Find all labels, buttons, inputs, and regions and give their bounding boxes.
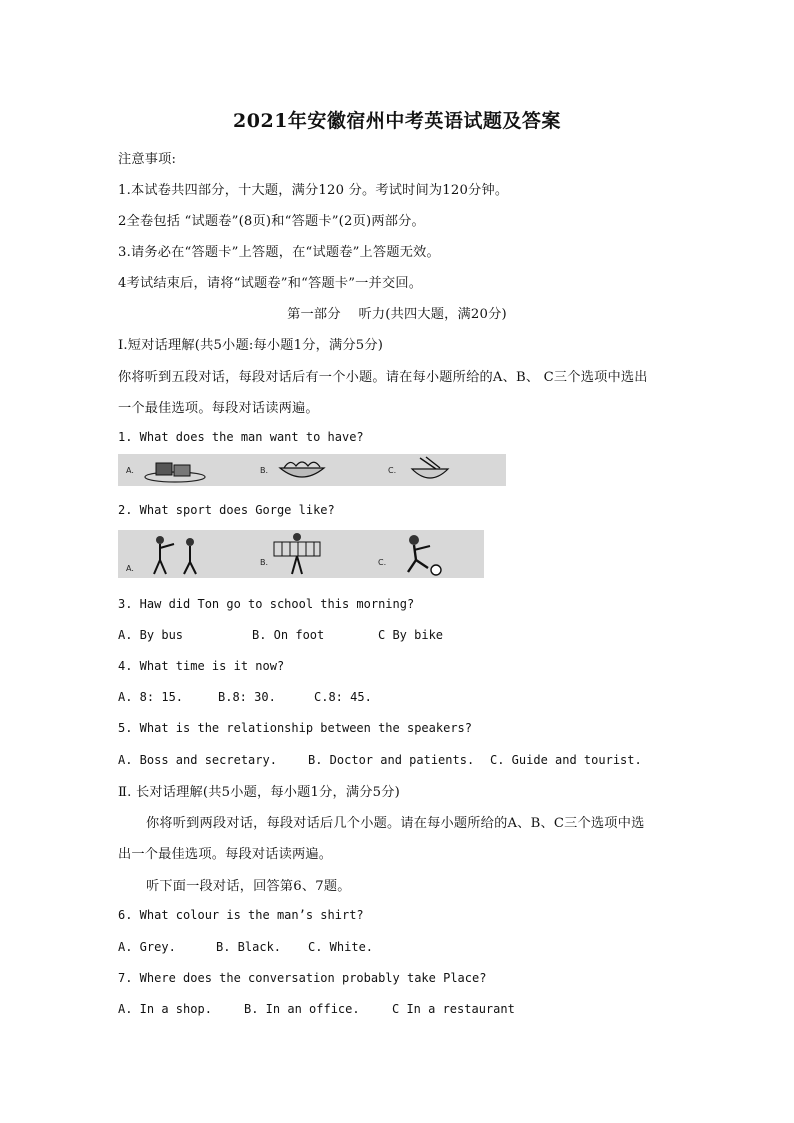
part1-heading: 第一部分 听力(共四大题，满20分) — [287, 307, 507, 322]
page-title: 2021年安徽宿州中考英语试题及答案 — [233, 110, 561, 132]
q4-option-c: C.8: 45. — [314, 690, 372, 704]
q2-option-a-label: A. — [126, 564, 134, 573]
football-icon — [394, 532, 450, 576]
question-3: 3. Haw did Ton go to school this morning? — [118, 597, 415, 611]
q2-options-image — [118, 530, 484, 578]
q6-option-b: B. Black. — [216, 940, 282, 954]
q3-options — [118, 628, 678, 644]
q5-option-a: A. Boss and secretary. — [118, 753, 277, 767]
question-6: 6. What colour is the man’s shirt? — [118, 908, 364, 922]
section2-heading: Ⅱ. 长对话理解(共5小题，每小题1分，满分5分) — [118, 785, 400, 800]
noodles-icon — [276, 456, 328, 484]
q3-option-a: A. By bus — [118, 628, 184, 642]
section2-instruction-line1: 你将听到两段对话，每段对话后几个小题。请在每小题所给的A、B、C三个选项中选 — [146, 816, 645, 831]
question-4: 4. What time is it now? — [118, 659, 285, 673]
q4-options — [118, 690, 678, 706]
q7-option-b: B. In an office. — [244, 1002, 360, 1016]
q5-option-c: C. Guide and tourist. — [490, 753, 642, 767]
q6-option-c: C. White. — [308, 940, 374, 954]
q7-option-c: C In a restaurant — [392, 1002, 515, 1016]
section1-instruction-line2: 一个最佳选项。每段对话读两遍。 — [118, 401, 319, 416]
volleyball-net-icon — [270, 532, 324, 576]
q1-option-a-label: A. — [126, 466, 134, 475]
boxing-icon — [146, 532, 206, 576]
q5-options — [118, 753, 678, 769]
q5-option-b: B. Doctor and patients. — [308, 753, 475, 767]
q7-option-a: A. In a shop. — [118, 1002, 212, 1016]
notes-heading: 注意事项: — [118, 152, 177, 167]
section1-instruction-line1: 你将听到五段对话，每段对话后有一个小题。请在每小题所给的A、B、 C三个选项中选出 — [118, 370, 648, 385]
section2-instruction-line2: 出一个最佳选项。每段对话读两遍。 — [118, 847, 333, 862]
q3-option-b: B. On foot — [252, 628, 325, 642]
q1-options-image — [118, 454, 506, 486]
bread-icon — [140, 457, 210, 483]
question-5: 5. What is the relationship between the speakers? — [118, 721, 473, 735]
q2-option-c-label: C. — [378, 558, 387, 567]
q7-options — [118, 1002, 678, 1018]
q4-option-a: A. 8: 15. — [118, 690, 184, 704]
q2-option-b-label: B. — [260, 558, 269, 567]
section2-sub-instruction: 听下面一段对话，回答第6、7题。 — [146, 879, 351, 894]
note-item-4: 4考试结束后，请将“试题卷”和“答题卡”一并交回。 — [118, 276, 423, 291]
note-item-3: 3.请务必在“答题卡”上答题，在“试题卷”上答题无效。 — [118, 245, 440, 260]
q4-option-b: B.8: 30. — [218, 690, 276, 704]
note-item-2: 2全卷包括 “试题卷”(8页)和“答题卡”(2页)两部分。 — [118, 214, 425, 229]
section1-heading: Ⅰ.短对话理解(共5小题:每小题1分，满分5分) — [118, 338, 384, 353]
dumpling-bowl-icon — [406, 455, 454, 485]
q6-options — [118, 940, 678, 956]
question-1: 1. What does the man want to have? — [118, 430, 364, 444]
q1-option-b-label: B. — [260, 466, 269, 475]
note-item-1: 1.本试卷共四部分，十大题，满分120 分。考试时间为120分钟。 — [118, 183, 509, 198]
q6-option-a: A. Grey. — [118, 940, 176, 954]
q1-option-c-label: C. — [388, 466, 397, 475]
q3-option-c: C By bike — [378, 628, 444, 642]
question-7: 7. Where does the conversation probably take Place? — [118, 971, 487, 985]
question-2: 2. What sport does Gorge like? — [118, 503, 335, 517]
